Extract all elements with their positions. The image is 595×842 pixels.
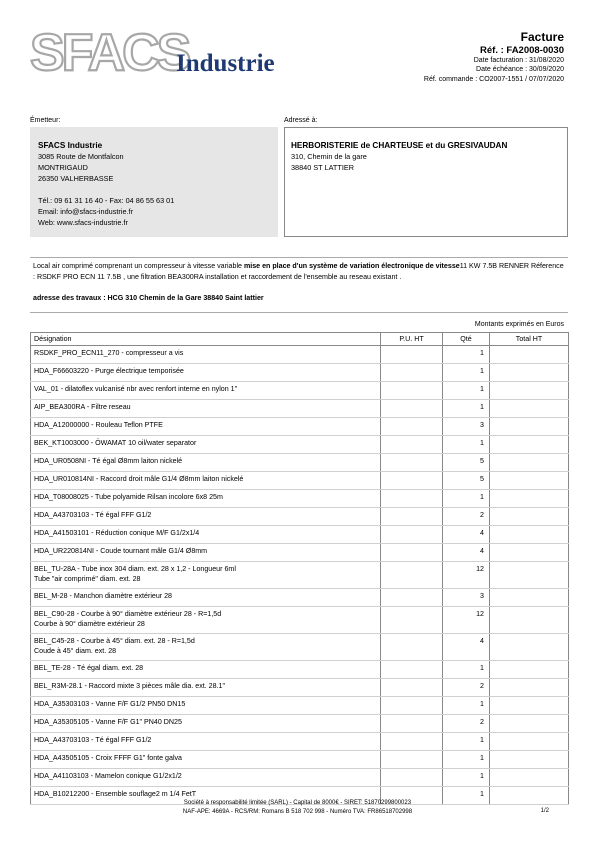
table-row <box>31 472 569 490</box>
line-total <box>490 607 569 634</box>
line-unit-price <box>381 562 443 589</box>
line-unit-price <box>381 418 443 436</box>
header-unit-price: P.U. HT <box>381 333 443 346</box>
line-unit-price <box>381 769 443 787</box>
designation-line-1: HDA_A12000000 - Rouleau Teflon PTFE <box>34 421 163 429</box>
line-unit-price <box>381 454 443 472</box>
logo-suffix-text: Industrie <box>176 50 275 77</box>
line-total <box>490 589 569 607</box>
company-logo <box>30 22 290 82</box>
description-bold-text: mise en place d'un système de variation électronique de vitesse <box>243 262 460 270</box>
designation-line-1: BEL_C45-28 - Courbe à 45° diam. ext. 28 - R=1,5d <box>34 637 195 645</box>
designation-line-2: Courbe à 90° diamètre extérieur 28 <box>34 619 145 628</box>
line-unit-price <box>381 679 443 697</box>
line-designation <box>31 589 381 607</box>
table-row <box>31 346 569 364</box>
logo-brand-text: SFACS <box>30 24 189 82</box>
designation-line-1: HDA_A35305105 - Vanne F/F G1" PN40 DN25 <box>34 718 182 726</box>
designation-line-1: BEL_R3M-28.1 - Raccord mixte 3 pièces mâle dia. ext. 28.1" <box>34 682 225 690</box>
line-designation <box>31 526 381 544</box>
header-designation: Désignation <box>31 333 381 346</box>
line-unit-price <box>381 346 443 364</box>
line-total <box>490 364 569 382</box>
line-quantity: 1 <box>443 697 490 715</box>
line-quantity: 3 <box>443 418 490 436</box>
line-total <box>490 751 569 769</box>
line-designation <box>31 751 381 769</box>
line-designation <box>31 661 381 679</box>
line-quantity: 4 <box>443 634 490 661</box>
designation-line-1: BEL_C90-28 - Courbe à 90° diamètre extérieur 28 - R=1,5d <box>34 610 222 618</box>
table-row <box>31 454 569 472</box>
designation-line-1: VAL_01 - dilatoflex vulcanisé nbr avec renfort interne en nylon 1" <box>34 385 238 393</box>
table-row <box>31 607 569 634</box>
line-designation <box>31 364 381 382</box>
emitter-address: 3085 Route de Montfalcon <box>38 152 124 161</box>
line-unit-price <box>381 589 443 607</box>
line-designation <box>31 346 381 364</box>
line-total <box>490 661 569 679</box>
invoice-reference: Réf. : FA2008-0030 <box>480 45 564 56</box>
footer-line-1: Société à responsabilité limitée (SARL) - Capital de 8000€ - SIRET: 51870299800023 <box>183 800 412 806</box>
line-total <box>490 346 569 364</box>
recipient-label: Adressé à: <box>284 117 318 124</box>
table-row <box>31 697 569 715</box>
table-row <box>31 679 569 697</box>
emitter-box <box>30 127 278 237</box>
line-total <box>490 490 569 508</box>
designation-line-1: HDA_UR010814NI - Raccord droit mâle G1/4 Ø8mm laiton nickelé <box>34 475 244 483</box>
line-quantity: 2 <box>443 508 490 526</box>
emitter-city-1: MONTRIGAUD <box>38 163 88 172</box>
designation-line-1: HDA_B10212200 - Ensemble souflage2 m 1/4 FetT <box>34 790 197 798</box>
line-unit-price <box>381 544 443 562</box>
designation-line-1: HDA_A43703103 - Té égal FFF G1/2 <box>34 511 152 519</box>
line-unit-price <box>381 490 443 508</box>
table-row <box>31 508 569 526</box>
table-row <box>31 490 569 508</box>
designation-line-1: HDA_A35303103 - Vanne F/F G1/2 PN50 DN15 <box>34 700 186 708</box>
designation-line-1: HDA_A41103103 - Mamelon conique G1/2x1/2 <box>34 772 182 780</box>
line-designation <box>31 400 381 418</box>
recipient-name: HERBORISTERIE de CHARTEUSE et du GRESIVAUDAN <box>291 141 508 150</box>
table-row <box>31 418 569 436</box>
designation-line-2: Coude à 45° diam. ext. 28 <box>34 646 117 655</box>
line-total <box>490 436 569 454</box>
line-quantity: 5 <box>443 454 490 472</box>
line-quantity: 2 <box>443 679 490 697</box>
line-designation <box>31 697 381 715</box>
line-unit-price <box>381 715 443 733</box>
header-total: Total HT <box>490 333 569 346</box>
line-quantity: 1 <box>443 382 490 400</box>
designation-line-1: HDA_UR220814NI - Coude tournant mâle G1/4 Ø8mm <box>34 547 208 555</box>
line-designation <box>31 544 381 562</box>
table-row <box>31 544 569 562</box>
line-quantity: 1 <box>443 661 490 679</box>
designation-line-1: BEL_M-28 - Manchon diamètre extérieur 28 <box>34 592 173 600</box>
line-unit-price <box>381 400 443 418</box>
line-designation <box>31 454 381 472</box>
table-row <box>31 436 569 454</box>
table-row <box>31 769 569 787</box>
emitter-phone-fax: Tél.: 09 61 31 16 40 - Fax: 04 86 55 63 01 <box>38 196 175 205</box>
emitter-email: Email: info@sfacs-industrie.fr <box>38 207 133 216</box>
table-row <box>31 364 569 382</box>
line-designation <box>31 472 381 490</box>
line-total <box>490 697 569 715</box>
line-total <box>490 715 569 733</box>
line-quantity: 1 <box>443 400 490 418</box>
line-designation <box>31 418 381 436</box>
line-quantity: 2 <box>443 715 490 733</box>
line-quantity: 1 <box>443 436 490 454</box>
line-unit-price <box>381 697 443 715</box>
line-unit-price <box>381 751 443 769</box>
line-total <box>490 418 569 436</box>
line-total <box>490 544 569 562</box>
line-designation <box>31 436 381 454</box>
line-unit-price <box>381 526 443 544</box>
line-unit-price <box>381 634 443 661</box>
designation-line-1: HDA_T08008025 - Tube polyamide Rilsan incolore 6x8 25m <box>34 493 223 501</box>
document-title: Facture <box>520 30 564 44</box>
line-unit-price <box>381 436 443 454</box>
table-row <box>31 562 569 589</box>
designation-line-1: AIP_BEA300RA - Filtre reseau <box>34 403 131 411</box>
due-date: Date échéance : 30/09/2020 <box>476 65 564 73</box>
table-row <box>31 382 569 400</box>
line-total <box>490 562 569 589</box>
table-row <box>31 589 569 607</box>
line-designation <box>31 715 381 733</box>
line-quantity: 12 <box>443 562 490 589</box>
sfacs-logo-graphic <box>30 22 290 82</box>
emitter-city-2: 26350 VALHERBASSE <box>38 174 114 183</box>
line-quantity: 1 <box>443 751 490 769</box>
designation-line-1: HDA_A43703103 - Té égal FFF G1/2 <box>34 736 152 744</box>
designation-line-1: BEK_KT1003000 - ÖWAMAT 10 oil/water separator <box>34 439 197 447</box>
table-row <box>31 715 569 733</box>
line-designation <box>31 508 381 526</box>
line-quantity: 5 <box>443 472 490 490</box>
designation-line-1: BEL_TU-28A - Tube inox 304 diam. ext. 28 x 1,2 - Longueur 6ml <box>34 565 236 573</box>
line-quantity: 1 <box>443 490 490 508</box>
invoice-header <box>424 30 564 85</box>
emitter-web: Web: www.sfacs-industrie.fr <box>38 218 128 227</box>
footer-line-2: NAF-APE: 4669A - RCS/RM: Romans B 518 702 998 - Numéro TVA: FR86518702998 <box>182 809 413 815</box>
line-quantity: 4 <box>443 526 490 544</box>
line-total <box>490 508 569 526</box>
line-quantity: 3 <box>443 589 490 607</box>
designation-line-1: HDA_F66603220 - Purge électrique temporisée <box>34 367 184 375</box>
table-row <box>31 634 569 661</box>
line-total <box>490 634 569 661</box>
line-quantity: 1 <box>443 346 490 364</box>
table-header-row <box>31 333 569 346</box>
emitter-name: SFACS Industrie <box>38 141 103 150</box>
table-row <box>31 751 569 769</box>
line-total <box>490 400 569 418</box>
recipient-address-2: 38840 ST LATTIER <box>291 163 354 172</box>
amounts-currency-note: Montants exprimés en Euros <box>474 321 564 328</box>
line-quantity: 12 <box>443 607 490 634</box>
line-designation <box>31 382 381 400</box>
emitter-label: Émetteur: <box>30 117 61 124</box>
line-total <box>490 733 569 751</box>
line-quantity: 4 <box>443 544 490 562</box>
line-quantity: 1 <box>443 364 490 382</box>
line-total <box>490 382 569 400</box>
designation-line-1: RSDKF_PRO_ECN11_270 - compresseur a vis <box>34 349 184 357</box>
table-row <box>31 733 569 751</box>
line-unit-price <box>381 508 443 526</box>
line-designation <box>31 562 381 589</box>
line-designation <box>31 490 381 508</box>
table-row <box>31 526 569 544</box>
line-unit-price <box>381 364 443 382</box>
recipient-address-1: 310, Chemin de la gare <box>291 152 367 161</box>
description-text-2: 11 KW 7.5B RENNER Réference : RSDKF PRO ECN 11 7.5B , une filtration BEA300RA installation et raccordement de l'ensemble au reseau existant . <box>33 262 564 281</box>
line-designation <box>31 607 381 634</box>
designation-line-1: HDA_A43505105 - Croix FFFF G1" fonte galva <box>34 754 183 762</box>
designation-line-1: BEL_TE-28 - Té égal diam. ext. 28 <box>34 664 144 672</box>
line-total <box>490 679 569 697</box>
line-designation <box>31 679 381 697</box>
description-text-1: Local air comprimé comprenant un compresseur à vitesse variable <box>33 262 244 270</box>
line-unit-price <box>381 607 443 634</box>
line-total <box>490 769 569 787</box>
work-description <box>30 257 568 313</box>
line-designation <box>31 769 381 787</box>
designation-line-2: Tube "air comprimé" diam. ext. 28 <box>34 574 141 583</box>
line-unit-price <box>381 472 443 490</box>
line-unit-price <box>381 733 443 751</box>
page-number: 1/2 <box>540 808 549 814</box>
line-unit-price <box>381 661 443 679</box>
recipient-box <box>284 127 568 237</box>
designation-line-1: HDA_A41503101 - Réduction conique M/F G1/2x1/4 <box>34 529 200 537</box>
line-designation <box>31 733 381 751</box>
order-reference: Réf. commande : CO2007-1551 / 07/07/2020 <box>423 76 564 84</box>
line-total <box>490 454 569 472</box>
invoice-date: Date facturation : 31/08/2020 <box>473 56 564 64</box>
designation-line-1: HDA_UR0508NI - Té égal Ø8mm laiton nickelé <box>34 457 183 465</box>
legal-footer <box>0 799 595 817</box>
line-designation <box>31 634 381 661</box>
line-total <box>490 472 569 490</box>
table-row <box>31 400 569 418</box>
line-total <box>490 526 569 544</box>
works-address: adresse des travaux : HCG 310 Chemin de la Gare 38840 Saint lattier <box>33 294 264 302</box>
table-row <box>31 661 569 679</box>
header-quantity: Qté <box>443 333 490 346</box>
line-quantity: 1 <box>443 787 490 805</box>
line-unit-price <box>381 382 443 400</box>
line-quantity: 1 <box>443 733 490 751</box>
invoice-lines-table <box>30 332 569 805</box>
line-quantity: 1 <box>443 769 490 787</box>
